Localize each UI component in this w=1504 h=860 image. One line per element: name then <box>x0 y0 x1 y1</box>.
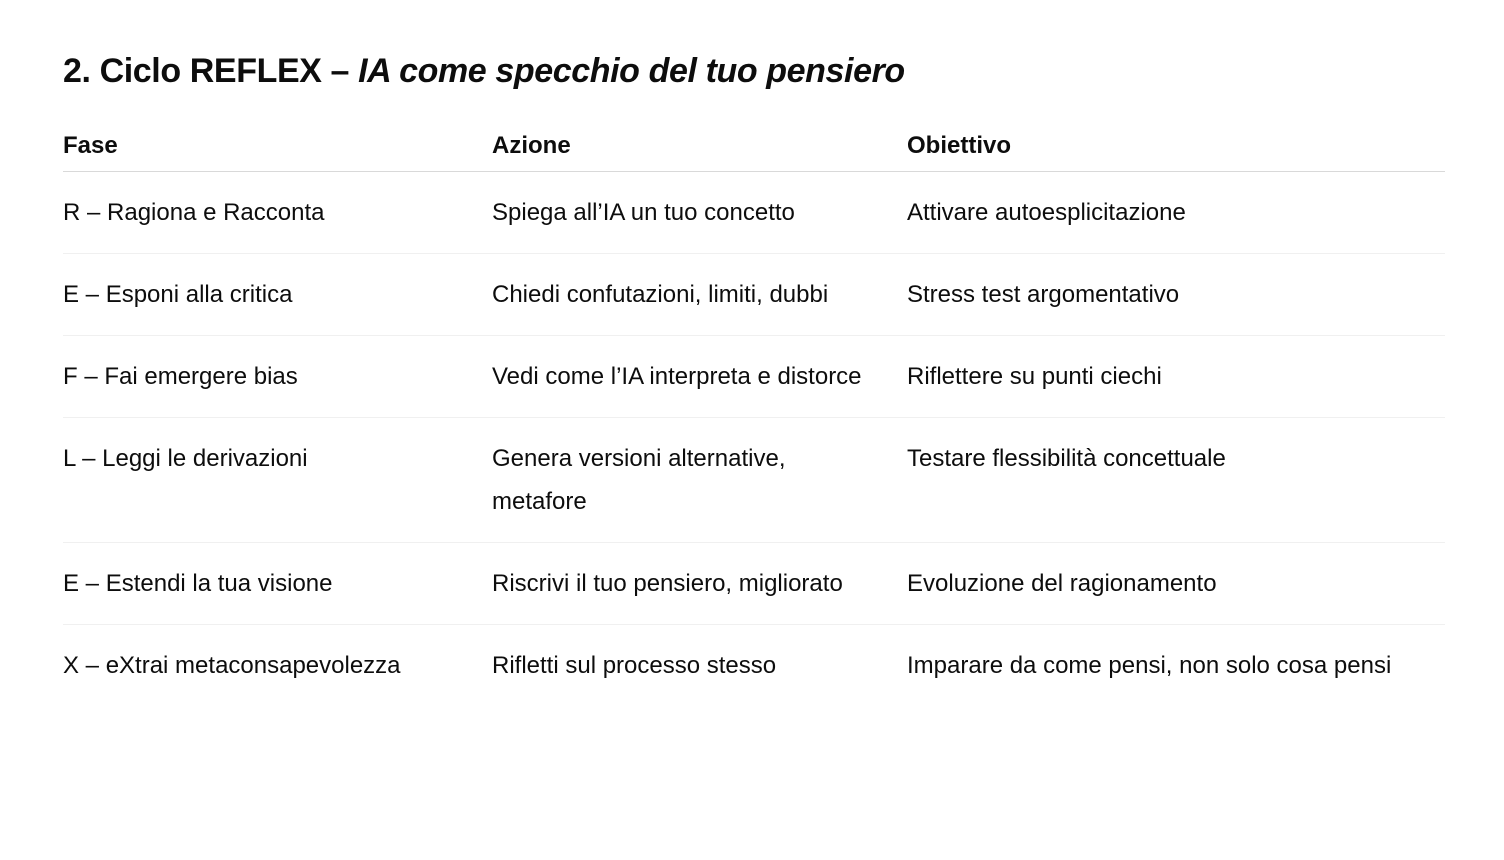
column-header-obiettivo: Obiettivo <box>907 120 1445 172</box>
table-header-row <box>63 120 1445 172</box>
cell-fase <box>63 336 492 418</box>
table-row <box>63 418 1445 543</box>
cell-text: Spiega all’IA un tuo concetto <box>492 199 795 226</box>
cell-obiettivo <box>907 254 1445 336</box>
cell-text: Imparare da come pensi, non solo cosa pensi <box>907 652 1392 679</box>
table-row <box>63 172 1445 254</box>
cell-fase <box>63 254 492 336</box>
cell-text: F – Fai emergere bias <box>63 363 298 390</box>
heading-prefix: 2. Ciclo REFLEX – <box>63 52 359 90</box>
cell-text: L – Leggi le derivazioni <box>63 445 308 472</box>
cell-text: E – Esponi alla critica <box>63 281 293 308</box>
cell-text: Stress test argomentativo <box>907 281 1180 308</box>
cell-azione <box>492 172 907 254</box>
cell-azione <box>492 625 907 707</box>
column-header-fase: Fase <box>63 120 492 172</box>
cell-text: R – Ragiona e Racconta <box>63 199 325 226</box>
table-row <box>63 543 1445 625</box>
cell-obiettivo <box>907 336 1445 418</box>
cell-azione <box>492 336 907 418</box>
reflex-table <box>63 120 1445 706</box>
column-header-azione: Azione <box>492 120 907 172</box>
cell-fase <box>63 625 492 707</box>
cell-obiettivo <box>907 418 1445 543</box>
table-row <box>63 254 1445 336</box>
cell-text: Chiedi confutazioni, limiti, dubbi <box>492 281 829 308</box>
cell-text: Vedi come l’IA interpreta e distorce <box>492 363 862 390</box>
cell-fase <box>63 172 492 254</box>
cell-obiettivo <box>907 625 1445 707</box>
cell-azione <box>492 543 907 625</box>
cell-text: Riflettere su punti ciechi <box>907 363 1162 390</box>
table-row <box>63 336 1445 418</box>
cell-text: Riscrivi il tuo pensiero, migliorato <box>492 570 843 597</box>
cell-text: Rifletti sul processo stesso <box>492 652 777 679</box>
cell-obiettivo <box>907 543 1445 625</box>
cell-text: Attivare autoesplicitazione <box>907 199 1186 226</box>
cell-azione <box>492 254 907 336</box>
cell-fase <box>63 418 492 543</box>
heading-subtitle: IA come specchio del tuo pensiero <box>358 52 905 90</box>
table-row <box>63 625 1445 707</box>
cell-fase <box>63 543 492 625</box>
section-heading <box>63 48 905 94</box>
cell-text: Testare flessibilità concettuale <box>907 445 1226 472</box>
cell-obiettivo <box>907 172 1445 254</box>
cell-text: E – Estendi la tua visione <box>63 570 333 597</box>
cell-text: Evoluzione del ragionamento <box>907 570 1217 597</box>
cell-text: X – eXtrai metaconsapevolezza <box>63 652 401 679</box>
cell-azione <box>492 418 907 543</box>
cell-text: Genera versioni alternative, metafore <box>492 445 786 515</box>
